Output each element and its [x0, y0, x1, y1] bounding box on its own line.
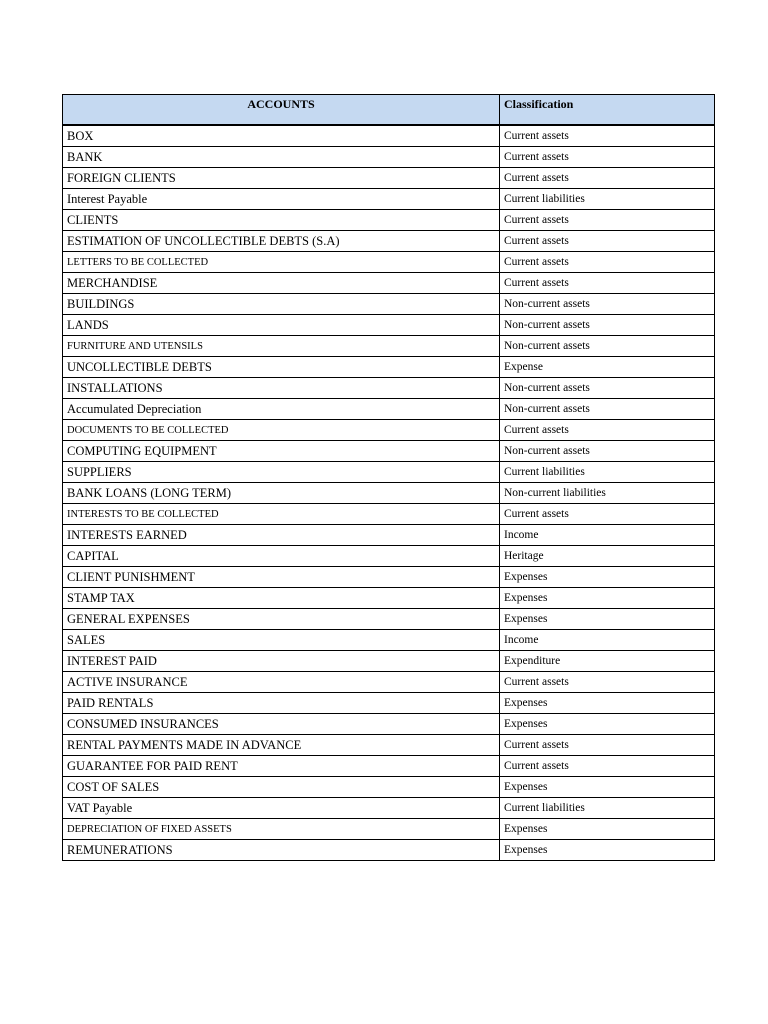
account-cell: INTEREST PAID: [63, 651, 500, 672]
table-row: [63, 693, 715, 714]
classification-cell: Expenses: [500, 714, 715, 735]
table-row: [63, 777, 715, 798]
table-header-row: [63, 95, 715, 126]
classification-cell: Expenses: [500, 777, 715, 798]
table-row: [63, 651, 715, 672]
classification-cell: Current assets: [500, 147, 715, 168]
header-classification: Classification: [500, 95, 715, 126]
table-row: [63, 504, 715, 525]
table-row: [63, 125, 715, 147]
classification-cell: Current liabilities: [500, 798, 715, 819]
classification-cell: Current assets: [500, 252, 715, 273]
account-cell: COST OF SALES: [63, 777, 500, 798]
classification-cell: Current liabilities: [500, 462, 715, 483]
classification-cell: Current assets: [500, 504, 715, 525]
classification-cell: Non-current assets: [500, 378, 715, 399]
account-cell: COMPUTING EQUIPMENT: [63, 441, 500, 462]
table-row: [63, 357, 715, 378]
account-cell: ESTIMATION OF UNCOLLECTIBLE DEBTS (S.A): [63, 231, 500, 252]
classification-cell: Expenses: [500, 819, 715, 840]
classification-cell: Current assets: [500, 231, 715, 252]
header-accounts: ACCOUNTS: [63, 95, 500, 126]
classification-cell: Expenses: [500, 840, 715, 861]
table-row: [63, 168, 715, 189]
table-row: [63, 210, 715, 231]
classification-cell: Current assets: [500, 210, 715, 231]
table-row: [63, 273, 715, 294]
table-row: [63, 756, 715, 777]
classification-cell: Heritage: [500, 546, 715, 567]
account-cell: RENTAL PAYMENTS MADE IN ADVANCE: [63, 735, 500, 756]
table-row: [63, 672, 715, 693]
table-row: [63, 420, 715, 441]
account-cell: BANK LOANS (LONG TERM): [63, 483, 500, 504]
classification-cell: Current assets: [500, 672, 715, 693]
classification-cell: Non-current assets: [500, 441, 715, 462]
account-cell: DEPRECIATION OF FIXED ASSETS: [63, 819, 500, 840]
table-row: [63, 714, 715, 735]
classification-cell: Expenses: [500, 609, 715, 630]
table-row: [63, 231, 715, 252]
classification-cell: Non-current assets: [500, 315, 715, 336]
classification-cell: Non-current liabilities: [500, 483, 715, 504]
table-row: [63, 336, 715, 357]
account-cell: UNCOLLECTIBLE DEBTS: [63, 357, 500, 378]
account-cell: BUILDINGS: [63, 294, 500, 315]
table-row: [63, 399, 715, 420]
account-cell: ACTIVE INSURANCE: [63, 672, 500, 693]
account-cell: INSTALLATIONS: [63, 378, 500, 399]
classification-cell: Non-current assets: [500, 336, 715, 357]
table-row: [63, 441, 715, 462]
account-cell: MERCHANDISE: [63, 273, 500, 294]
classification-cell: Current assets: [500, 756, 715, 777]
account-cell: CLIENT PUNISHMENT: [63, 567, 500, 588]
table-row: [63, 546, 715, 567]
table-row: [63, 462, 715, 483]
account-cell: Interest Payable: [63, 189, 500, 210]
table-row: [63, 840, 715, 861]
account-cell: REMUNERATIONS: [63, 840, 500, 861]
account-cell: BOX: [63, 125, 500, 147]
account-cell: DOCUMENTS TO BE COLLECTED: [63, 420, 500, 441]
classification-cell: Current assets: [500, 125, 715, 147]
table-row: [63, 294, 715, 315]
table-row: [63, 525, 715, 546]
table-row: [63, 630, 715, 651]
table-row: [63, 819, 715, 840]
account-cell: VAT Payable: [63, 798, 500, 819]
account-cell: SALES: [63, 630, 500, 651]
account-cell: LETTERS TO BE COLLECTED: [63, 252, 500, 273]
account-cell: CONSUMED INSURANCES: [63, 714, 500, 735]
classification-cell: Expenses: [500, 567, 715, 588]
classification-cell: Expenses: [500, 588, 715, 609]
table-row: [63, 252, 715, 273]
table-row: [63, 567, 715, 588]
classification-cell: Income: [500, 525, 715, 546]
table-body: [63, 125, 715, 861]
account-cell: INTERESTS TO BE COLLECTED: [63, 504, 500, 525]
account-cell: SUPPLIERS: [63, 462, 500, 483]
table-row: [63, 483, 715, 504]
classification-cell: Non-current assets: [500, 294, 715, 315]
classification-cell: Current assets: [500, 735, 715, 756]
account-cell: INTERESTS EARNED: [63, 525, 500, 546]
table-row: [63, 189, 715, 210]
account-cell: STAMP TAX: [63, 588, 500, 609]
table-row: [63, 378, 715, 399]
table-row: [63, 315, 715, 336]
account-cell: GUARANTEE FOR PAID RENT: [63, 756, 500, 777]
account-cell: PAID RENTALS: [63, 693, 500, 714]
classification-cell: Expense: [500, 357, 715, 378]
account-cell: FURNITURE AND UTENSILS: [63, 336, 500, 357]
classification-cell: Current assets: [500, 420, 715, 441]
table-row: [63, 588, 715, 609]
table-row: [63, 147, 715, 168]
account-cell: LANDS: [63, 315, 500, 336]
account-cell: BANK: [63, 147, 500, 168]
account-cell: CAPITAL: [63, 546, 500, 567]
classification-cell: Current assets: [500, 273, 715, 294]
classification-cell: Expenses: [500, 693, 715, 714]
account-cell: CLIENTS: [63, 210, 500, 231]
classification-cell: Income: [500, 630, 715, 651]
classification-cell: Current assets: [500, 168, 715, 189]
account-cell: FOREIGN CLIENTS: [63, 168, 500, 189]
table-row: [63, 735, 715, 756]
account-cell: GENERAL EXPENSES: [63, 609, 500, 630]
table-row: [63, 609, 715, 630]
classification-cell: Current liabilities: [500, 189, 715, 210]
classification-cell: Non-current assets: [500, 399, 715, 420]
account-cell: Accumulated Depreciation: [63, 399, 500, 420]
classification-cell: Expenditure: [500, 651, 715, 672]
table-row: [63, 798, 715, 819]
accounts-classification-table: [62, 94, 715, 861]
